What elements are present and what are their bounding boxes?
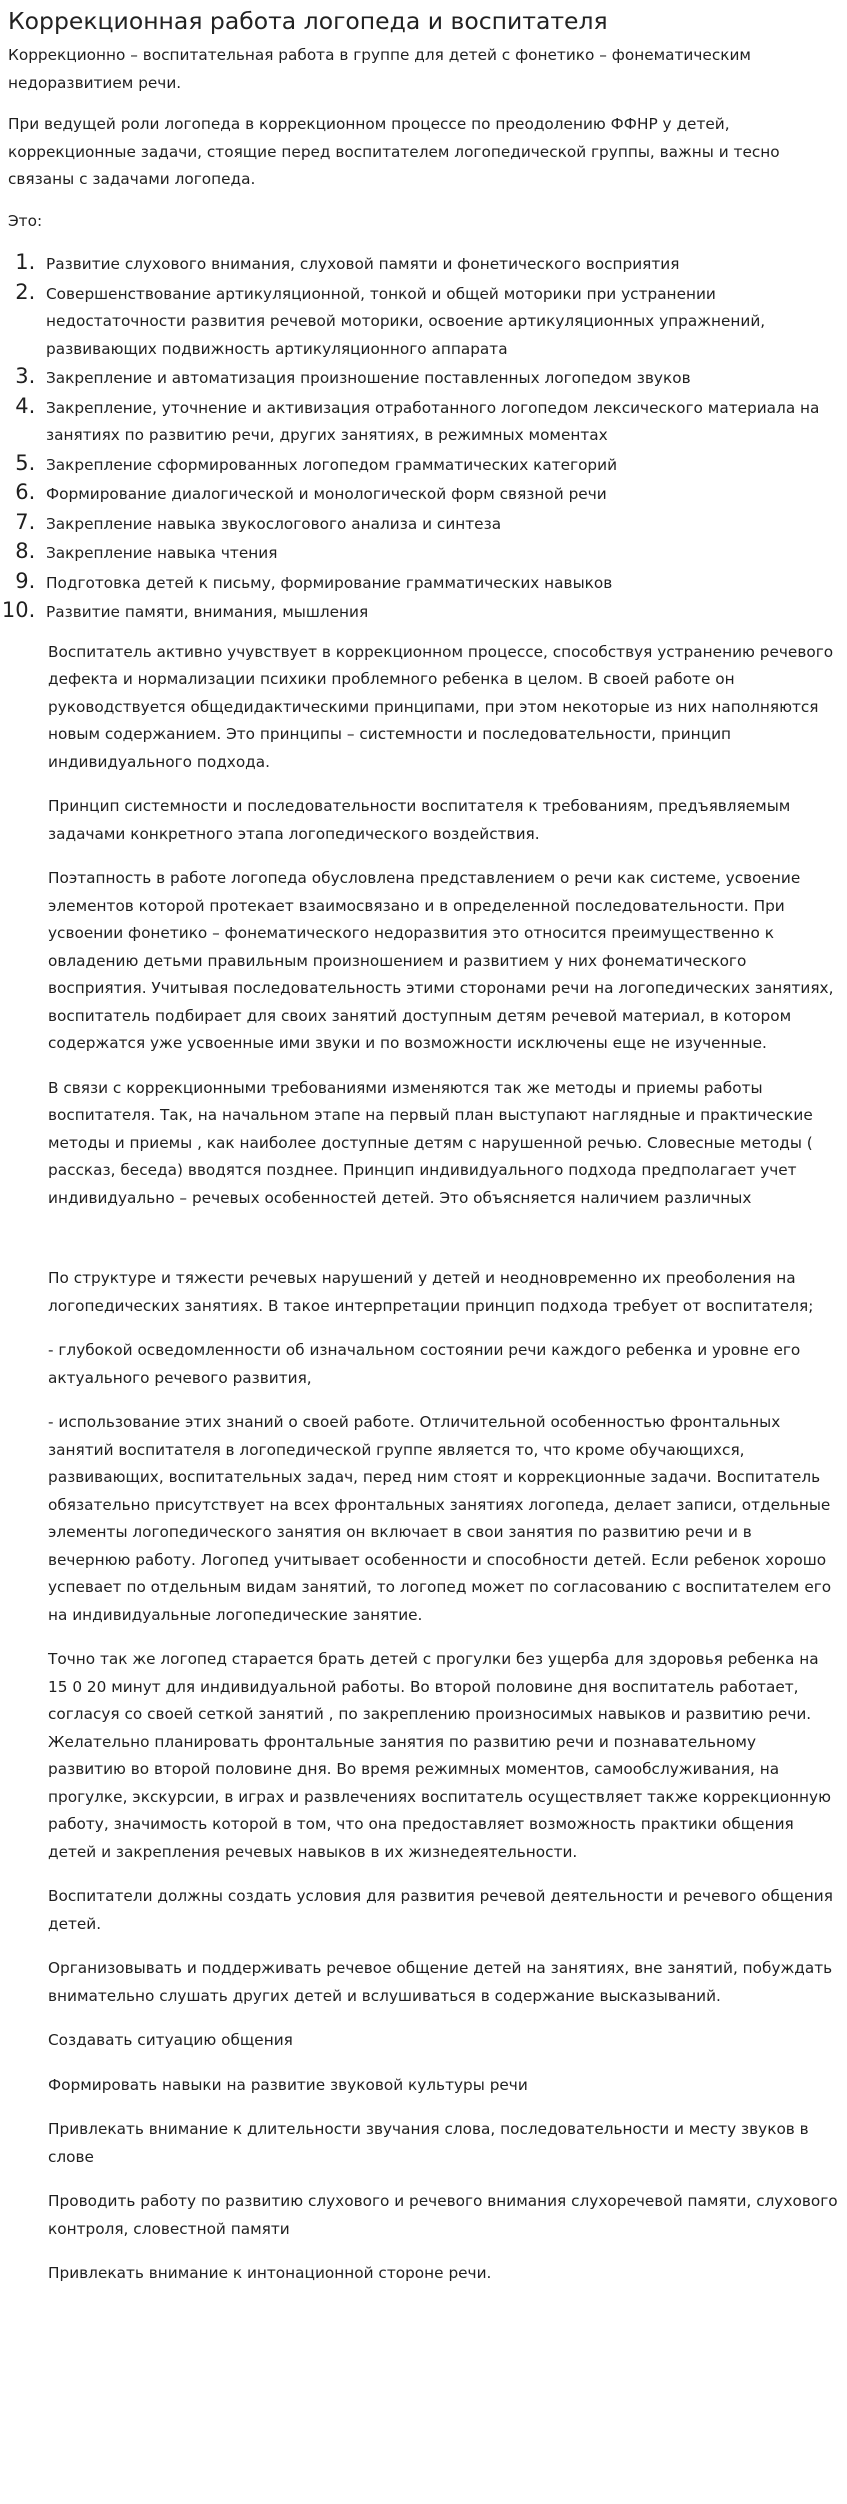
list-item: 10. Развитие памяти, внимания, мышления [42,597,838,627]
body-paragraph: Точно так же логопед старается брать детей с прогулки без ущерба для здоровья ребенка на 15 0 20 минут для индивидуальной работы. Во второй половине дня воспитатель работает, согласуя со своей сеткой занятий , по закреплению произносимых навыков и развитию речи. Желательно планировать фронтальные занятия по развитию речи и познавательному развитию во второй половине дня. Во время режимных моментов, самообслуживания, на прогулке, экскурсии, в играх и развлечениях воспитатель осуществляет также коррекционную работу, значимость которой в том, что она предоставляет возможность практики общения детей и закрепления речевых навыков в их жизнедеятельности. [48,1650,831,1861]
body-section-2 [8,1265,838,2288]
intro-paragraph-3: Это: [8,211,43,230]
body-paragraph: Принцип системности и последовательности воспитателя к требованиям, предъявляемым задачами конкретного этапа логопедического воздействия. [48,797,791,843]
list-item: 1. Развитие слухового внимания, слуховой памяти и фонетического восприятия [42,249,838,279]
body-paragraph: Проводить работу по развитию слухового и речевого внимания слухоречевой памяти, слухового контроля, словестной памяти [48,2192,838,2238]
list-item: 7. Закрепление навыка звукослогового анализа и синтеза [42,509,838,539]
list-item: 2. Совершенствование артикуляционной, тонкой и общей моторики при устранении недостаточности развития речевой моторики, освоение артикуляционных упражнений, развивающих подвижность артикуляционного аппарата [42,279,838,364]
body-paragraph: Организовывать и поддерживать речевое общение детей на занятиях, вне занятий, побуждать внимательно слушать других детей и вслушиваться в содержание высказываний. [48,1959,833,2005]
body-paragraph: - глубокой осведомленности об изначальном состоянии речи каждого ребенка и уровне его актуального речевого развития, [48,1341,801,1387]
body-paragraph: Формировать навыки на развитие звуковой культуры речи [48,2075,528,2094]
body-paragraph: В связи с коррекционными требованиями изменяются так же методы и приемы работы воспитателя. Так, на начальном этапе на первый план выступают наглядные и практические методы и приемы , как наиболее доступные детям с нарушенной речью. Словесные методы ( рассказ, беседа) вводятся позднее. Принцип индивидуального подхода предполагает учет индивидуально – речевых особенностей детей. Это объясняется наличием различных [48,1078,813,1207]
document-page [8,6,838,2305]
list-item: 5. Закрепление сформированных логопедом грамматических категорий [42,450,838,480]
intro-section [8,42,838,235]
body-section-1 [8,639,838,1213]
body-paragraph: Поэтапность в работе логопеда обусловлена представлением о речи как системе, усвоение элементов которой протекает взаимосвязано и в определенной последовательности. При усвоении фонетико – фонематического недоразвития это относится преимущественно к овладению детьми правильным произношением и развитием у них фонематического восприятия. Учитывая последовательность этими сторонами речи на логопедических занятиях, воспитатель подбирает для своих занятий доступным детям речевой материал, в котором содержатся уже усвоенные ими звуки и по возможности исключены еще не изученные. [48,869,834,1052]
page-title: Коррекционная работа логопеда и воспитателя [8,7,608,35]
list-item: 3. Закрепление и автоматизация произношение поставленных логопедом звуков [42,363,838,393]
tasks-list [8,249,838,627]
body-paragraph: Воспитатель активно учувствует в коррекционном процессе, способствуя устранению речевого дефекта и нормализации психики проблемного ребенка в целом. В своей работе он руководствуется общедидактическими принципами, при этом некоторые из них наполняются новым содержанием. Это принципы – системности и последовательности, принцип индивидуального подхода. [48,642,834,771]
body-paragraph: - использование этих знаний о своей работе. Отличительной особенностью фронтальных занятий воспитателя в логопедической группе является то, что кроме обучающихся, развивающих, воспитательных задач, перед ним стоят и коррекционные задачи. Воспитатель обязательно присутствует на всех фронтальных занятиях логопеда, делает записи, отдельные элементы логопедического занятия он включает в свои занятия по развитию речи и в вечернюю работу. Логопед учитывает особенности и способности детей. Если ребенок хорошо успевает по отдельным видам занятий, то логопед может по согласованию с воспитателем его на индивидуальные логопедические занятие. [48,1413,832,1624]
body-paragraph: Воспитатели должны создать условия для развития речевой деятельности и речевого общения детей. [48,1887,833,1933]
intro-paragraph-1: Коррекционно – воспитательная работа в группе для детей с фонетико – фонематическим недоразвитием речи. [8,46,751,92]
list-item: 6. Формирование диалогической и монологической форм связной речи [42,479,838,509]
list-item: 8. Закрепление навыка чтения [42,538,838,568]
list-item: 9. Подготовка детей к письму, формирование грамматических навыков [42,568,838,598]
body-paragraph: Привлекать внимание к интонационной стороне речи. [48,2264,492,2282]
body-paragraph: Привлекать внимание к длительности звучания слова, последовательности и месту звуков в слове [48,2120,809,2166]
body-paragraph: Создавать ситуацию общения [48,2031,293,2049]
intro-paragraph-2: При ведущей роли логопеда в коррекционном процессе по преодолению ФФНР у детей, коррекционные задачи, стоящие перед воспитателем логопедической группы, важны и тесно связаны с задачами логопеда. [8,115,780,188]
spacer [8,1229,838,1265]
list-item: 4. Закрепление, уточнение и активизация отработанного логопедом лексического материала на занятиях по развитию речи, других занятиях, в режимных моментах [42,393,838,450]
body-paragraph: По структуре и тяжести речевых нарушений у детей и неодновременно их преоболения на логопедических занятиях. В такое интерпретации принцип подхода требует от воспитателя; [48,1269,814,1315]
